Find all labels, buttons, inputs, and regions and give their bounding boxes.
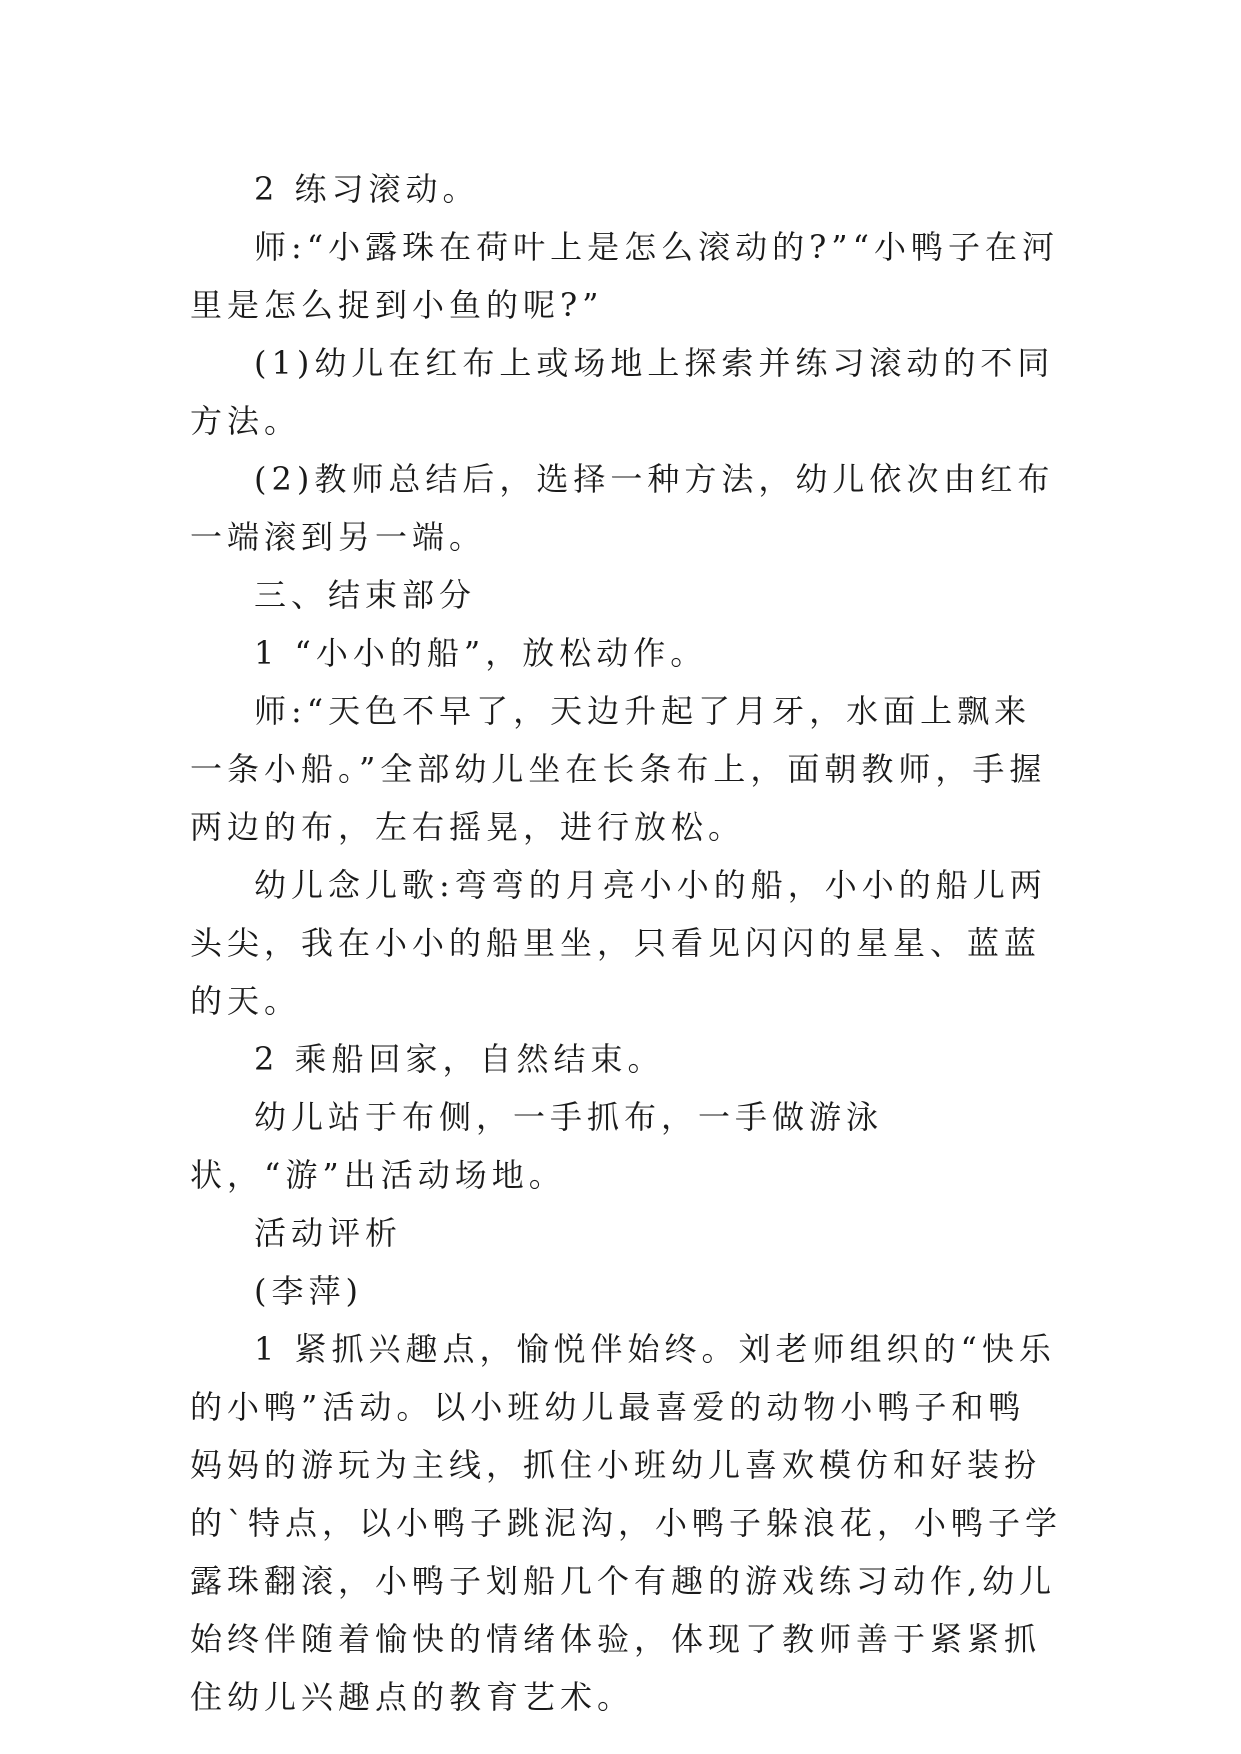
paragraph-step-2: (2)教师总结后，选择一种方法，幼儿依次由红布一端滚到另一端。	[190, 460, 1055, 556]
paragraph-teacher-question: 师:“小露珠在荷叶上是怎么滚动的?”“小鸭子在河里是怎么捉到小鱼的呢?”	[190, 228, 1060, 324]
evaluation-author: (李萍)	[254, 1272, 363, 1310]
paragraph-swim-out: 幼儿站于布侧，一手抓布，一手做游泳状，“游”出活动场地。	[190, 1098, 884, 1194]
paragraph-little-boat: 1 “小小的船”，放松动作。	[254, 634, 708, 672]
section-heading-ending: 三、结束部分	[254, 576, 477, 614]
paragraph-evaluation-point-1: 1 紧抓兴趣点，愉悦伴始终。刘老师组织的“快乐的小鸭”活动。以小班幼儿最喜爱的动物小鸭子和鸭妈妈的游玩为主线，抓住小班幼儿喜欢模仿和好装扮的`特点，以小鸭子跳泥沟，小鸭子躲浪花，小鸭子学露珠翻滚，小鸭子划船几个有趣的游戏练习动作,幼儿始终伴随着愉快的情绪体验，体现了教师善于紧紧抓住幼儿兴趣点的教育艺术。	[190, 1330, 1063, 1716]
paragraph-nursery-rhyme: 幼儿念儿歌:弯弯的月亮小小的船，小小的船儿两头尖，我在小小的船里坐，只看见闪闪的星星、蓝蓝的天。	[190, 866, 1047, 1020]
paragraph-go-home: 2 乘船回家，自然结束。	[254, 1040, 665, 1078]
paragraph-practice-rolling: 2 练习滚动。	[254, 170, 480, 208]
paragraph-step-1: (1)幼儿在红布上或场地上探索并练习滚动的不同方法。	[190, 344, 1055, 440]
document-body	[190, 160, 1062, 1726]
paragraph-teacher-boat: 师:“天色不早了，天边升起了月牙，水面上飘来一条小船。”全部幼儿坐在长条布上，面朝教师，手握两边的布，左右摇晃，进行放松。	[190, 692, 1047, 846]
section-heading-evaluation: 活动评析	[254, 1214, 403, 1252]
